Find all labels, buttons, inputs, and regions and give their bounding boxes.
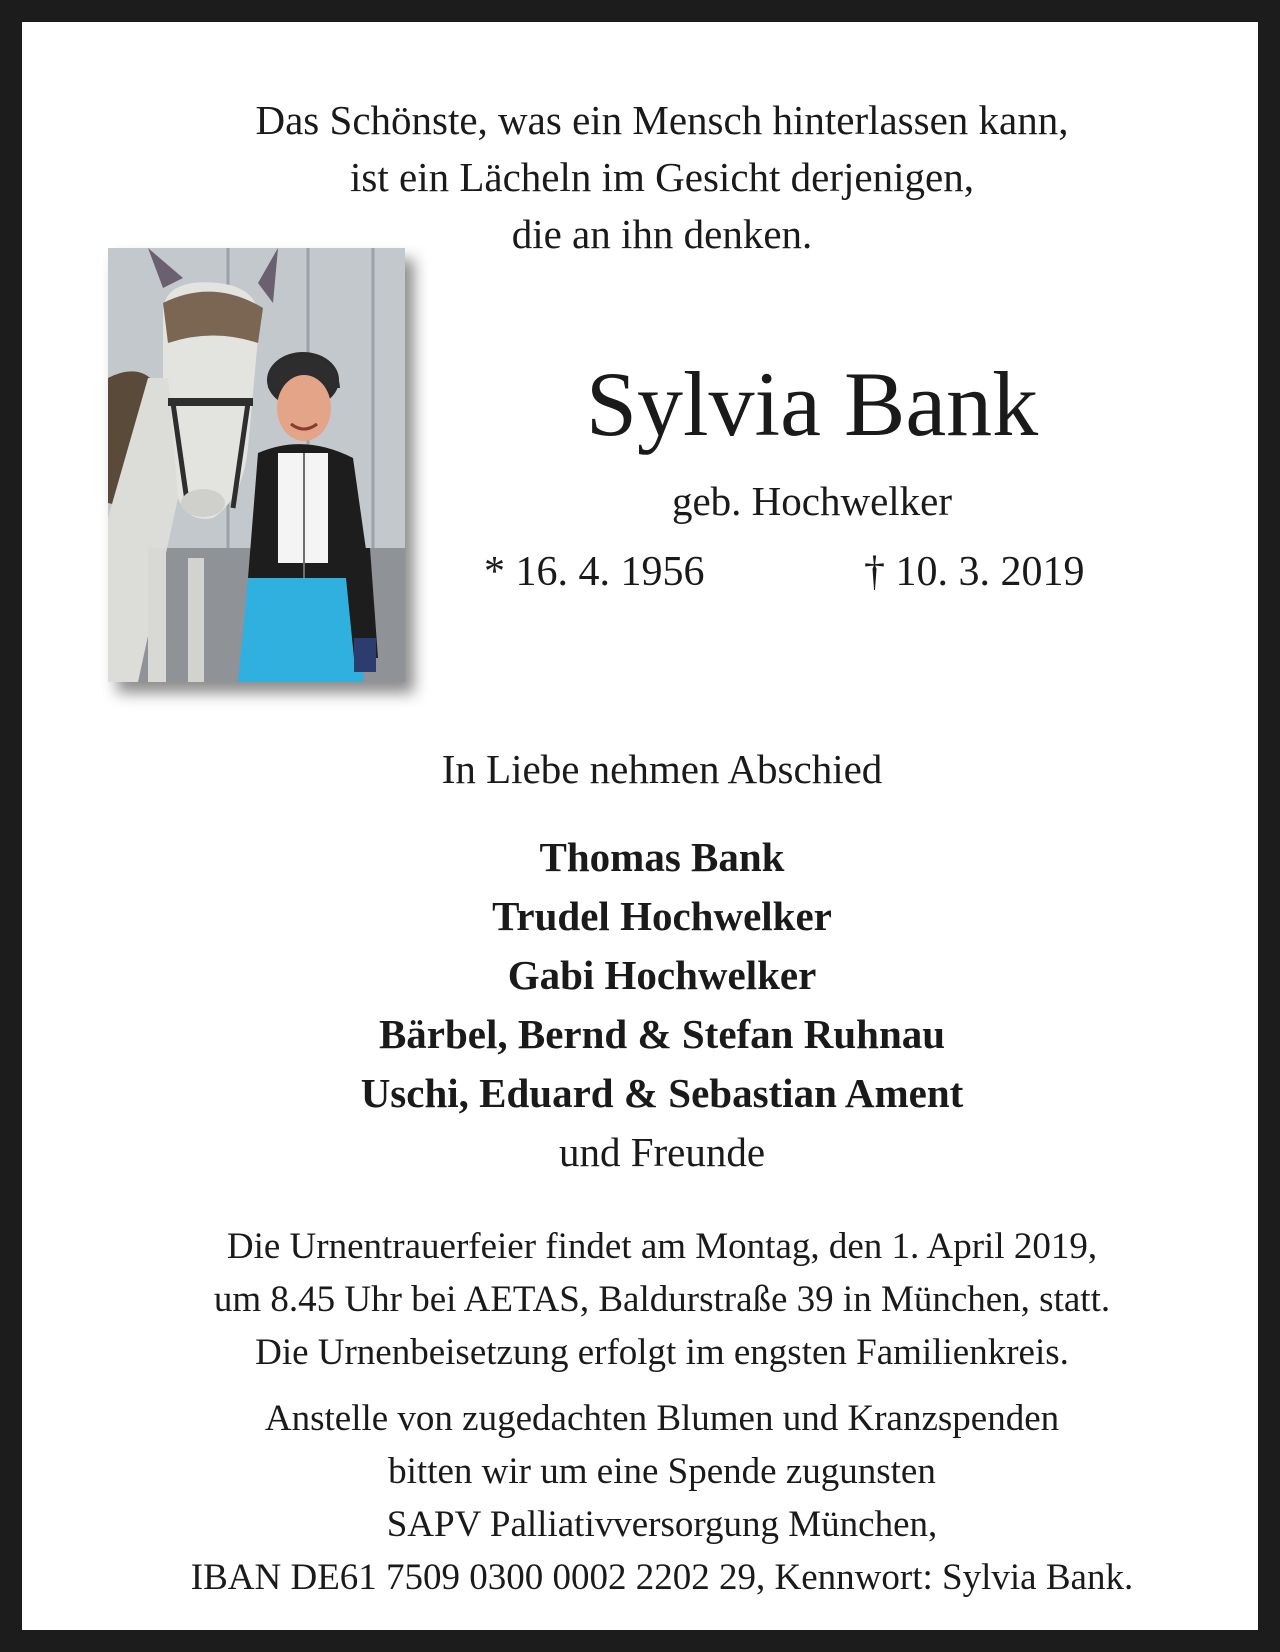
- portrait-photo: [108, 248, 405, 682]
- quote-line: Das Schönste, was ein Mensch hinterlassen kann,: [255, 97, 1069, 143]
- notice-line: Die Urnenbeisetzung erfolgt im engsten Familienkreis.: [255, 1332, 1069, 1373]
- donation-notice: [44, 1392, 1280, 1604]
- birth-date: * 16. 4. 1956: [484, 549, 705, 595]
- mourners-closing: und Freunde: [558, 1129, 766, 1175]
- donation-line: IBAN DE61 7509 0300 0002 2202 29, Kennwort: Sylvia Bank.: [190, 1557, 1134, 1598]
- donation-line: bitten wir um eine Spende zugunsten: [388, 1451, 936, 1492]
- mourner-name: Gabi Hochwelker: [507, 952, 817, 998]
- ceremony-notice: [44, 1220, 1280, 1379]
- death-date: † 10. 3. 2019: [864, 549, 1085, 595]
- deceased-name: Sylvia Bank: [585, 353, 1039, 455]
- mourner-name: Uschi, Eduard & Sebastian Ament: [360, 1070, 964, 1116]
- donation-line: Anstelle von zugedachten Blumen und Kranzspenden: [264, 1398, 1060, 1439]
- maiden-name: geb. Hochwelker: [671, 478, 953, 524]
- mourner-name: Bärbel, Bernd & Stefan Ruhnau: [378, 1011, 946, 1057]
- notice-line: Die Urnentrauerfeier findet am Montag, den 1. April 2019,: [226, 1226, 1098, 1267]
- mourners-list: [44, 828, 1280, 1182]
- memorial-quote: [44, 92, 1280, 263]
- quote-line: die an ihn denken.: [511, 211, 813, 257]
- mourner-name: Thomas Bank: [539, 834, 785, 880]
- donation-line: SAPV Palliativversorgung München,: [386, 1504, 938, 1545]
- mourner-name: Trudel Hochwelker: [492, 893, 832, 939]
- notice-line: um 8.45 Uhr bei AETAS, Baldurstraße 39 in München, statt.: [213, 1279, 1111, 1320]
- quote-line: ist ein Lächeln im Gesicht derjenigen,: [350, 154, 974, 200]
- farewell-line: In Liebe nehmen Abschied: [441, 746, 883, 792]
